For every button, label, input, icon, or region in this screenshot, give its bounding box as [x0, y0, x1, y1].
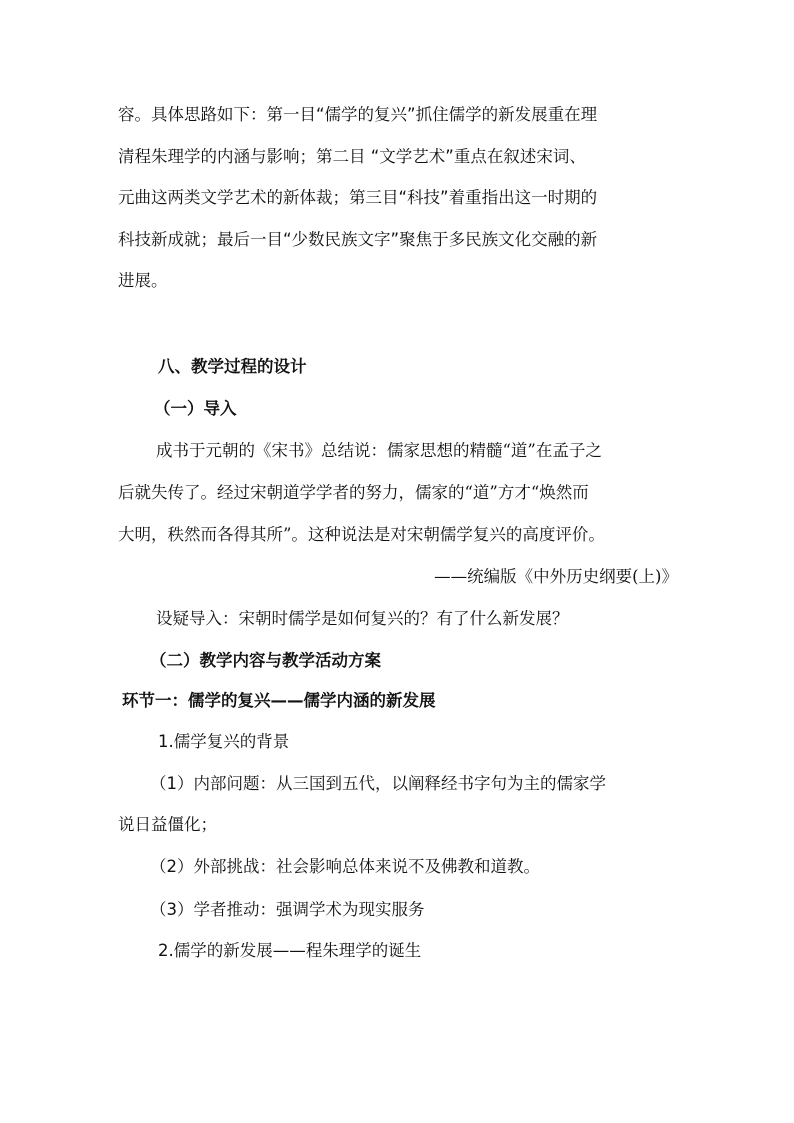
quote-line: 后就失传了。经过宋朝道学学者的努力，儒家的“道”方才“焕然而: [118, 483, 589, 502]
section-heading: 八、教学过程的设计: [158, 357, 307, 376]
question-intro: 设疑导入：宋朝时儒学是如何复兴的？有了什么新发展？: [156, 609, 569, 628]
paragraph-line: 容。具体思路如下：第一目“儒学的复兴”抓住儒学的新发展重在理: [118, 105, 598, 124]
subsection-heading-content: （二）教学内容与教学活动方案: [150, 651, 381, 670]
paragraph-line: 进展。: [118, 271, 168, 290]
paragraph-line: 清程朱理学的内涵与影响；第二目 “文学艺术”重点在叙述宋词、: [118, 147, 586, 166]
list-item: 2.儒学的新发展——程朱理学的诞生: [158, 941, 422, 960]
quote-source: ——统编版《中外历史纲要(上)》: [434, 567, 678, 586]
list-item: （3）学者推动：强调学术为现实服务: [150, 900, 425, 919]
list-item-continuation: 说日益僵化；: [118, 815, 217, 834]
quote-line: 大明，秩然而各得其所”。这种说法是对宋朝儒学复兴的高度评价。: [118, 525, 605, 544]
subsection-heading-intro: （一）导入: [154, 399, 237, 418]
quote-line: 成书于元朝的《宋书》总结说：儒家思想的精髓“道”在孟子之: [156, 441, 602, 460]
list-item: （2）外部挑战：社会影响总体来说不及佛教和道教。: [150, 857, 540, 876]
list-item: （1）内部问题：从三国到五代，以阐释经书字句为主的儒家学: [150, 774, 606, 793]
link-heading: 环节一：儒学的复兴——儒学内涵的新发展: [122, 691, 436, 710]
paragraph-line: 科技新成就；最后一目“少数民族文字”聚焦于多民族文化交融的新: [118, 230, 598, 249]
list-item: 1.儒学复兴的背景: [158, 732, 290, 751]
paragraph-line: 元曲这两类文学艺术的新体裁；第三目“科技”着重指出这一时期的: [118, 188, 598, 207]
